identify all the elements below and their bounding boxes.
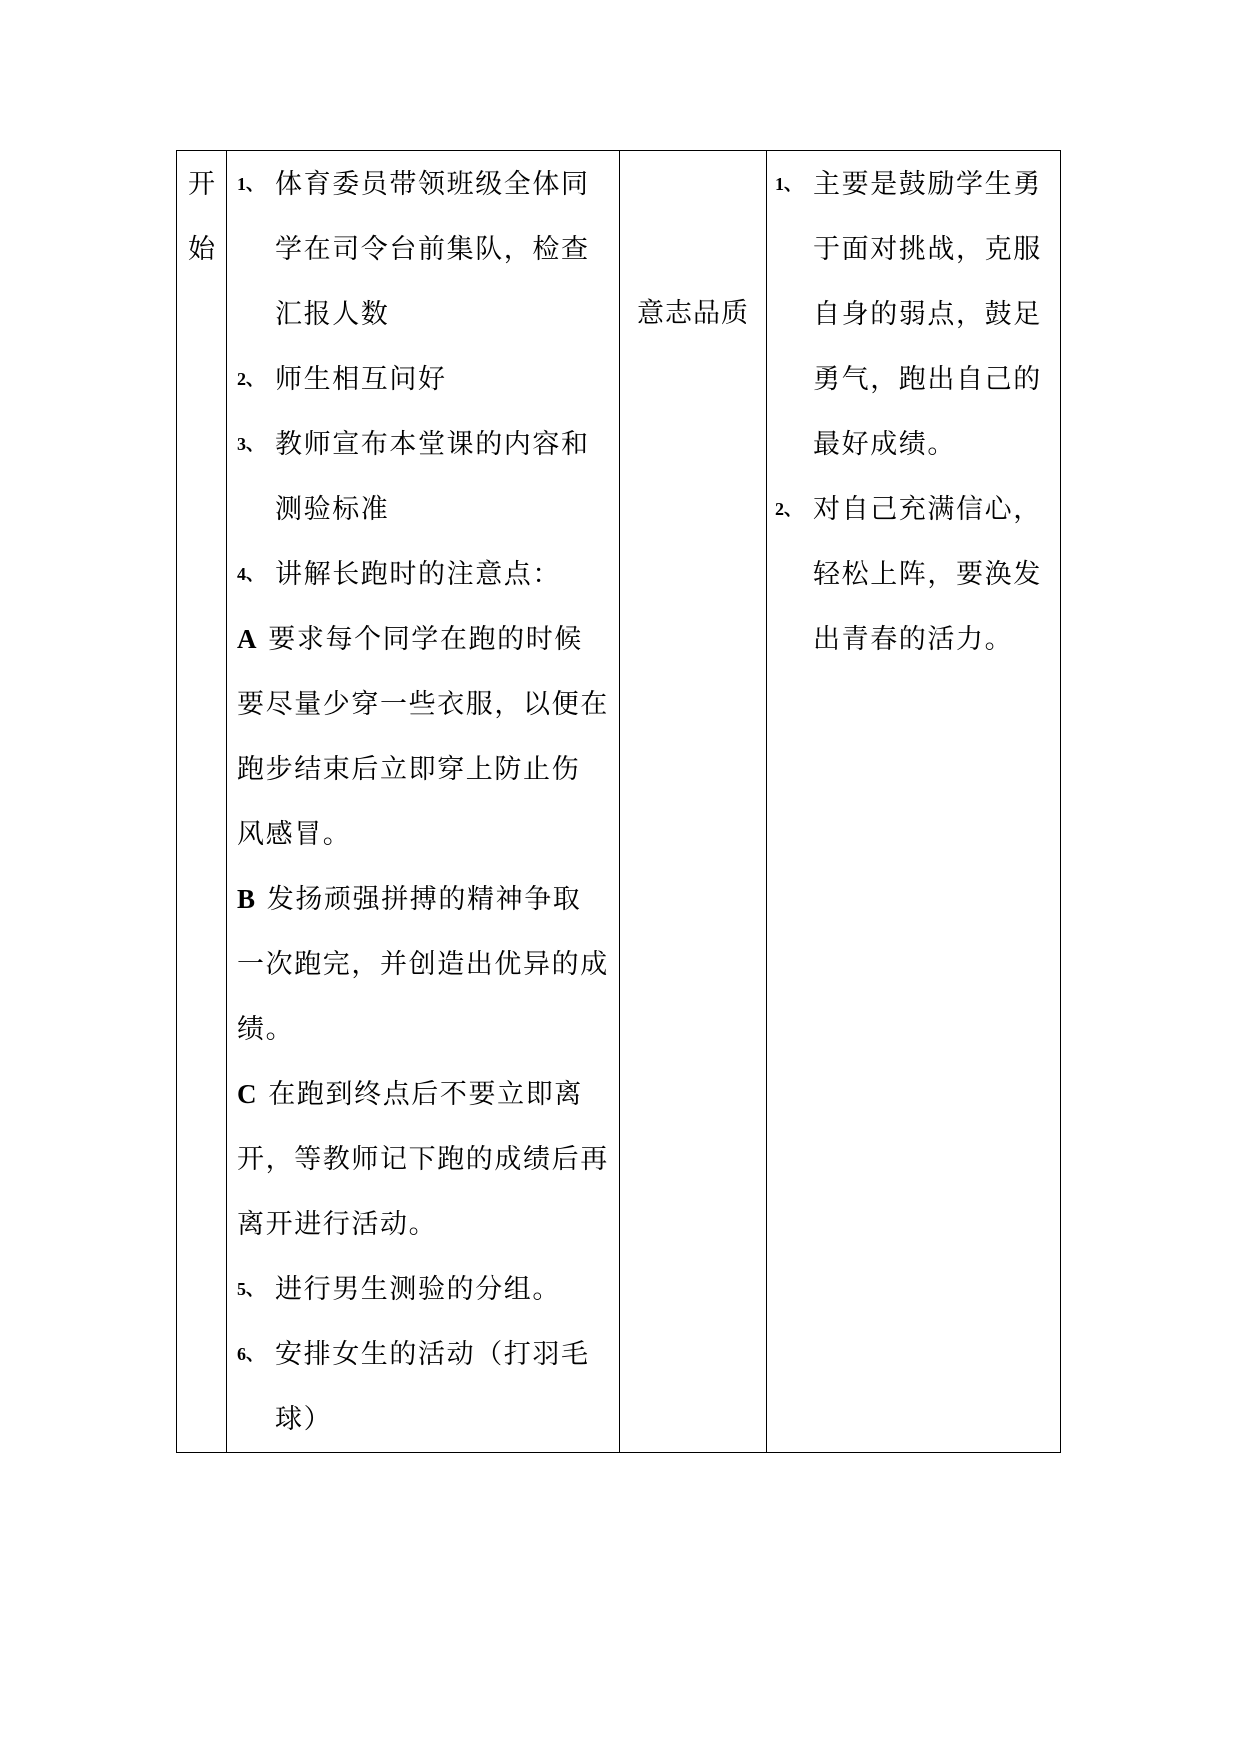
- text-line: 讲解长跑时的注意点：: [275, 559, 561, 590]
- text-line: 在跑到终点后不要立即离: [258, 1079, 583, 1110]
- item-number: 4、: [237, 564, 264, 584]
- text-line: 主要是鼓励学生勇: [813, 169, 1042, 200]
- table-row: [177, 151, 1061, 1453]
- note-letter: B: [237, 884, 257, 914]
- text-line: 开，等教师记下跑的成绩后再: [237, 1144, 609, 1175]
- text-line: 要求每个同学在跑的时候: [258, 624, 583, 655]
- text-line: 自身的弱点，鼓足: [813, 299, 1042, 330]
- text-line: 球）: [275, 1404, 333, 1435]
- text-line: 体育委员带领班级全体同: [275, 169, 590, 200]
- item-number: 1、: [237, 174, 264, 194]
- text-line: 离开进行活动。: [237, 1209, 438, 1240]
- content-item-4: [237, 542, 609, 607]
- quality-label: 意志品质: [637, 298, 749, 329]
- content-item-5: [237, 1257, 609, 1322]
- lesson-plan-table: [176, 150, 1061, 1453]
- goal-item-2: [775, 477, 1052, 672]
- text-line: 学在司令台前集队，检查: [275, 234, 590, 265]
- note-paragraph-c: [237, 1062, 609, 1257]
- stage-cell: [177, 151, 227, 1453]
- text-line: 要尽量少穿一些衣服，以便在: [237, 689, 609, 720]
- text-line: 安排女生的活动（打羽毛: [275, 1339, 590, 1370]
- stage-char: 开: [188, 169, 215, 200]
- text-line: 出青春的活力。: [813, 624, 1014, 655]
- text-line: 教师宣布本堂课的内容和: [275, 429, 590, 460]
- content-cell: [227, 151, 620, 1453]
- text-line: 发扬顽强拼搏的精神争取: [256, 884, 582, 915]
- text-line: 于面对挑战，克服: [813, 234, 1042, 265]
- note-paragraph-a: [237, 607, 609, 867]
- text-line: 师生相互问好: [275, 364, 447, 395]
- text-line: 测验标准: [275, 494, 390, 525]
- text-line: 轻松上阵，要涣发: [813, 559, 1042, 590]
- note-letter: C: [237, 1079, 259, 1109]
- note-letter: A: [237, 624, 259, 654]
- item-number: 3、: [237, 434, 264, 454]
- content-item-2: [237, 347, 609, 412]
- text-line: 对自己充满信心，: [813, 494, 1042, 525]
- item-number: 6、: [237, 1344, 264, 1364]
- text-line: 跑步结束后立即穿上防止伤: [237, 754, 581, 785]
- text-line: 勇气，跑出自己的: [813, 364, 1042, 395]
- item-number: 2、: [775, 499, 802, 519]
- content-item-1: [237, 152, 609, 347]
- item-number: 1、: [775, 174, 802, 194]
- note-paragraph-b: [237, 867, 609, 1062]
- content-item-3: [237, 412, 609, 542]
- text-line: 进行男生测验的分组。: [275, 1274, 561, 1305]
- goal-cell: [767, 151, 1061, 1453]
- item-number: 5、: [237, 1279, 264, 1299]
- text-line: 一次跑完，并创造出优异的成: [237, 949, 609, 980]
- stage-char: 始: [188, 234, 215, 265]
- quality-cell: [620, 151, 767, 1453]
- text-line: 汇报人数: [275, 299, 390, 330]
- goal-item-1: [775, 152, 1052, 477]
- text-line: 最好成绩。: [813, 429, 956, 460]
- item-number: 2、: [237, 369, 264, 389]
- text-line: 风感冒。: [237, 819, 352, 850]
- text-line: 绩。: [237, 1014, 295, 1045]
- content-item-6: [237, 1322, 609, 1452]
